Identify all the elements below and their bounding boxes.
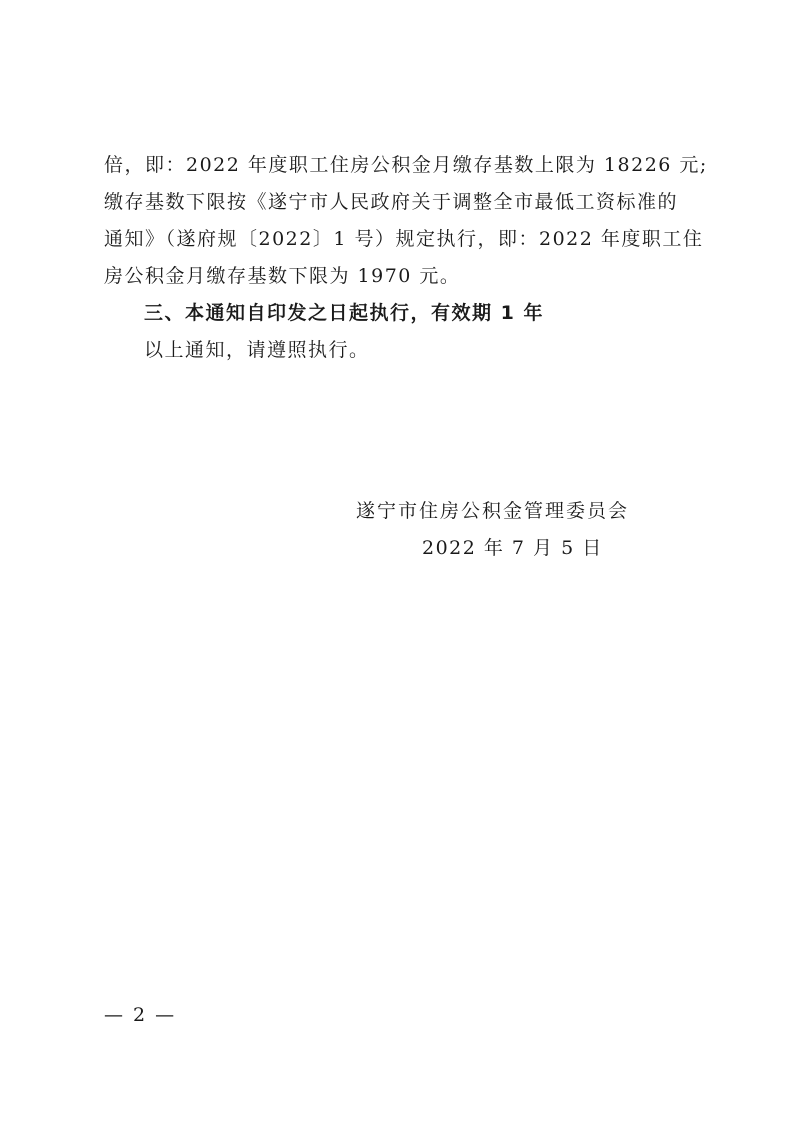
page-number: — 2 — <box>104 1004 177 1026</box>
body-line-2: 缴存基数下限按《遂宁市人民政府关于调整全市最低工资标准的 <box>104 191 679 213</box>
body-line-3: 通知》（遂府规〔2022〕1 号）规定执行，即：2022 年度职工住 <box>104 228 704 250</box>
body-line-1: 倍，即：2022 年度职工住房公积金月缴存基数上限为 18226 元; <box>104 154 708 176</box>
issuing-organization: 遂宁市住房公积金管理委员会 <box>356 500 630 522</box>
document-body <box>104 147 708 369</box>
closing-line: 以上通知，请遵照执行。 <box>144 339 370 361</box>
section-three-heading: 三、本通知自印发之日起执行，有效期 1 年 <box>144 302 544 324</box>
issue-date: 2022 年 7 月 5 日 <box>422 537 603 559</box>
body-line-4: 房公积金月缴存基数下限为 1970 元。 <box>104 265 461 287</box>
